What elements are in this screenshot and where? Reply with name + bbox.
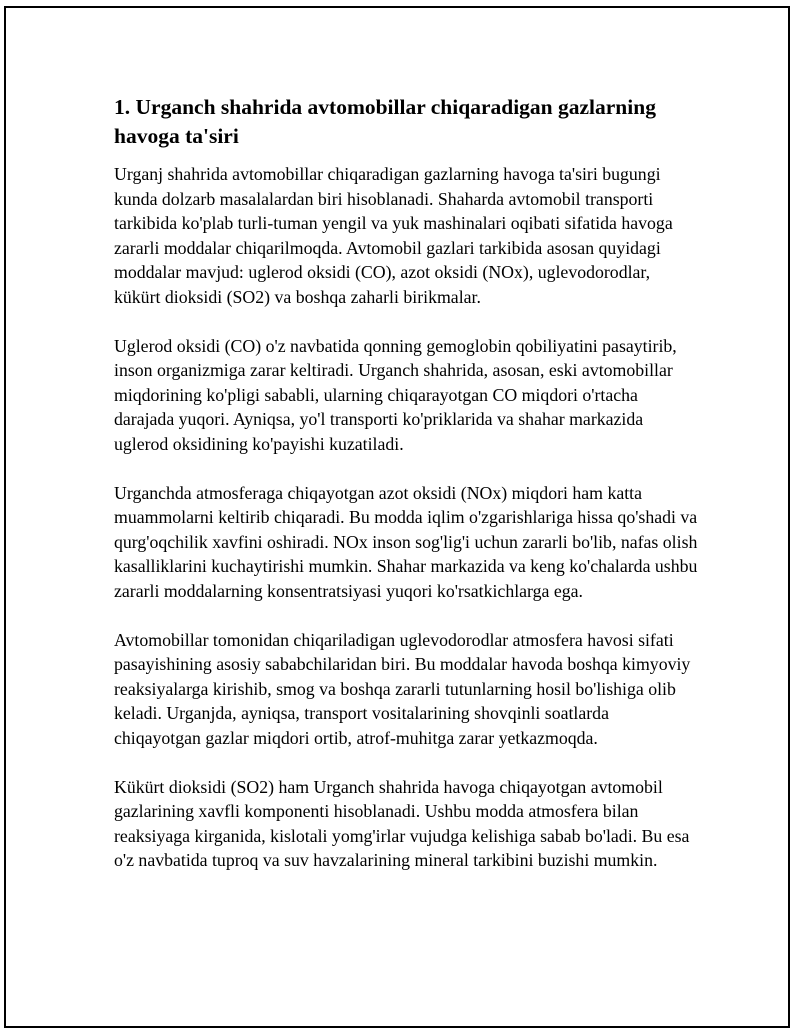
paragraph-sulfur-dioxide: Kükürt dioksidi (SO2) ham Urganch shahrida havoga chiqayotgan avtomobil gazlarining xavfli komponenti hisoblanadi. Ushbu modda atmosfera bilan reaksiyaga kirganida, kislotali yomg'irlar vujudga kelishiga sabab bo'ladi. Bu esa o'z navbatida tuproq va suv havzalarining mineral tarkibini buzishi mumkin. xyxy=(114,776,690,871)
document-body xyxy=(114,93,699,897)
paragraph-nitrogen-oxides: Urganchda atmosferaga chiqayotgan azot oksidi (NOx) miqdori ham katta muammolarni keltirib chiqaradi. Bu modda iqlim o'zgarishlariga hissa qo'shadi va qurg'oqchilik xavfini oshiradi. NOx inson sog'lig'i uchun zararli bo'lib, nafas olish kasalliklarini kuchaytirishi mumkin. Shahar markazida va keng ko'chalarda ushbu zararli moddalarning konsentratsiyasi yuqori ko'rsatkichlarga ega. xyxy=(114,482,698,601)
paragraph-intro: Urganj shahrida avtomobillar chiqaradigan gazlarning havoga ta'siri bugungi kunda dolzarb masalalardan biri hisoblanadi. Shaharda avtomobil transporti tarkibida ko'plab turli-tuman yengil va yuk mashinalari oqibati sifatida havoga zararli moddalar chiqarilmoqda. Avtomobil gazlari tarkibida asosan quyidagi moddalar mavjud: uglerod oksidi (CO), azot oksidi (NOx), uglevodorodlar, kükürt dioksidi (SO2) va boshqa zaharli birikmalar. xyxy=(114,164,673,307)
paragraph-carbon-monoxide: Uglerod oksidi (CO) o'z navbatida qonning gemoglobin qobiliyatini pasaytirib, inson organizmiga zarar keltiradi. Urganch shahrida, asosan, eski avtomobillar miqdorining ko'pligi sababli, ularning chiqarayotgan CO miqdori o'rtacha darajada yuqori. Ayniqsa, yo'l transporti ko'priklarida va shahar markazida uglerod oksidining ko'payishi kuzatiladi. xyxy=(114,335,677,454)
paragraph-hydrocarbons: Avtomobillar tomonidan chiqariladigan uglevodorodlar atmosfera havosi sifati pasayishining asosiy sababchilaridan biri. Bu moddalar havoda boshqa kimyoviy reaksiyalarga kirishib, smog va boshqa zararli tutunlarning hosil bo'lishiga olib keladi. Urganjda, ayniqsa, transport vositalarining shovqinli soatlarda chiqayotgan gazlar miqdori ortib, atrof-muhitga zarar yetkazmoqda. xyxy=(114,629,691,748)
section-heading: 1. Urganch shahrida avtomobillar chiqaradigan gazlarning havoga ta'siri xyxy=(114,95,656,148)
